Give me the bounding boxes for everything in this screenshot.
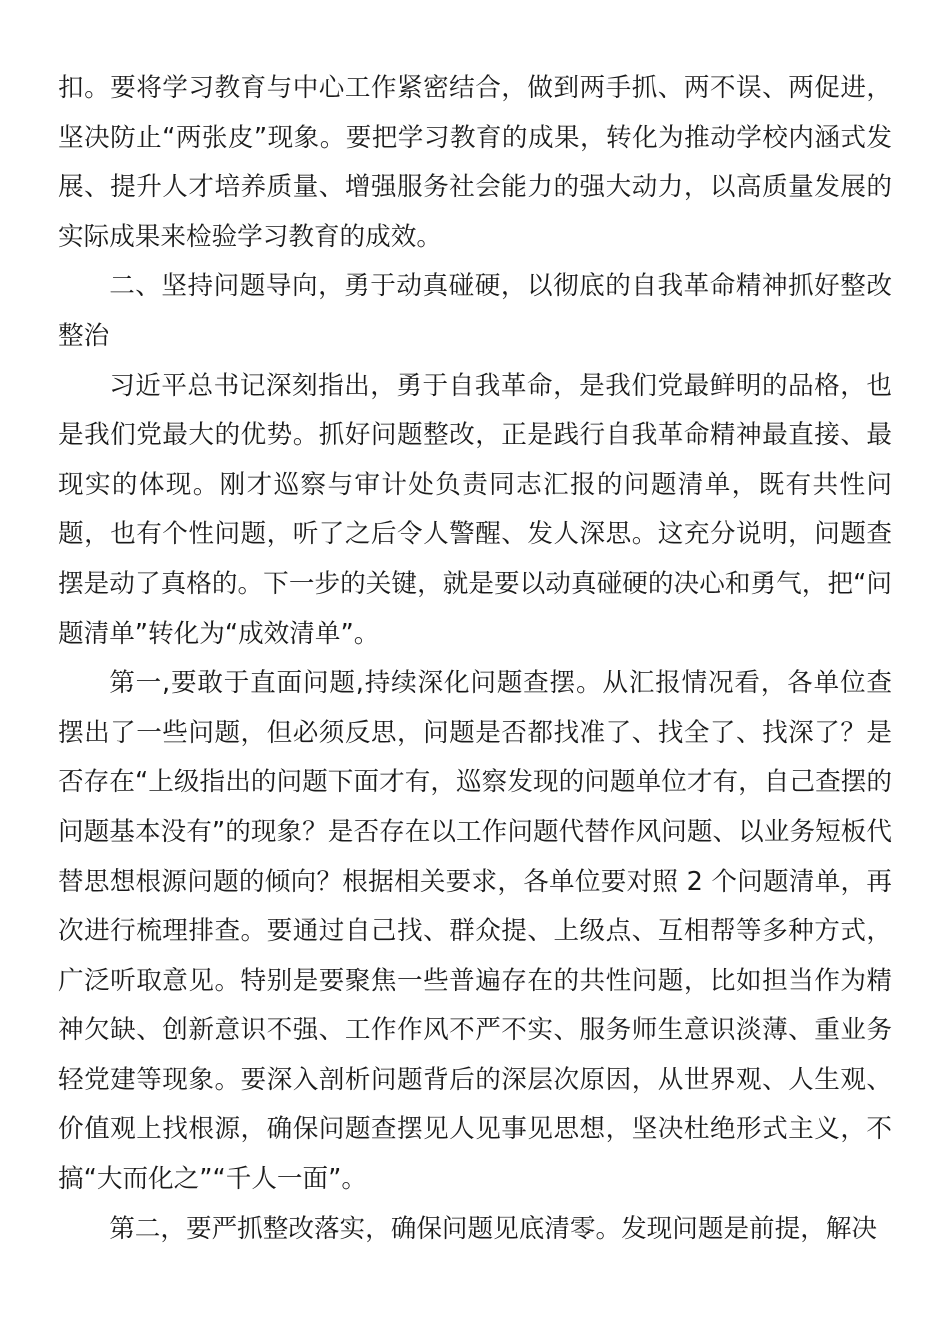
paragraph-body: 习近平总书记深刻指出，勇于自我革命，是我们党最鲜明的品格，也是我们党最大的优势。抓好问题整改，正是践行自我革命精神最直接、最现实的体现。刚才巡察与审计处负责同志汇报的问题清单，既有共性问题，也有个性问题，听了之后令人警醒、发人深思。这充分说明，问题查摆是动了真格的。下一步的关键，就是要以动真碰硬的决心和勇气，把“问题清单”转化为“成效清单”。 [58,370,892,649]
paragraph-continuation: 扣。要将学习教育与中心工作紧密结合，做到两手抓、两不误、两促进，坚决防止“两张皮”现象。要把学习教育的成果，转化为推动学校内涵式发展、提升人才培养质量、增强服务社会能力的强大动力，以高质量发展的实际成果来检验学习教育的成效。 [58,73,892,252]
section-heading: 二、坚持问题导向，勇于动真碰硬，以彻底的自我革命精神抓好整改整治 [58,271,892,351]
paragraph-point-one: 第一,要敢于直面问题,持续深化问题查摆。从汇报情况看，各单位查摆出了一些问题，但必须反思，问题是否都找准了、找全了、找深了？是否存在“上级指出的问题下面才有，巡察发现的问题单位才有，自己查摆的问题基本没有”的现象？是否存在以工作问题代替作风问题、以业务短板代替思想根源问题的倾向？根据相关要求，各单位要对照 2 个问题清单，再次进行梳理排查。要通过自己找、群众提、上级点、互相帮等多种方式，广泛听取意见。特别是要聚焦一些普遍存在的共性问题，比如担当作为精神欠缺、创新意识不强、工作作风不严不实、服务师生意识淡薄、重业务轻党建等现象。要深入剖析问题背后的深层次原因，从世界观、人生观、价值观上找根源，确保问题查摆见人见事见思想，坚决杜绝形式主义，不搞“大而化之”“千人一面”。 [58,668,892,1195]
document-page [58,64,892,1254]
paragraph-point-two: 第二，要严抓整改落实，确保问题见底清零。发现问题是前提，解决 [109,1213,878,1244]
